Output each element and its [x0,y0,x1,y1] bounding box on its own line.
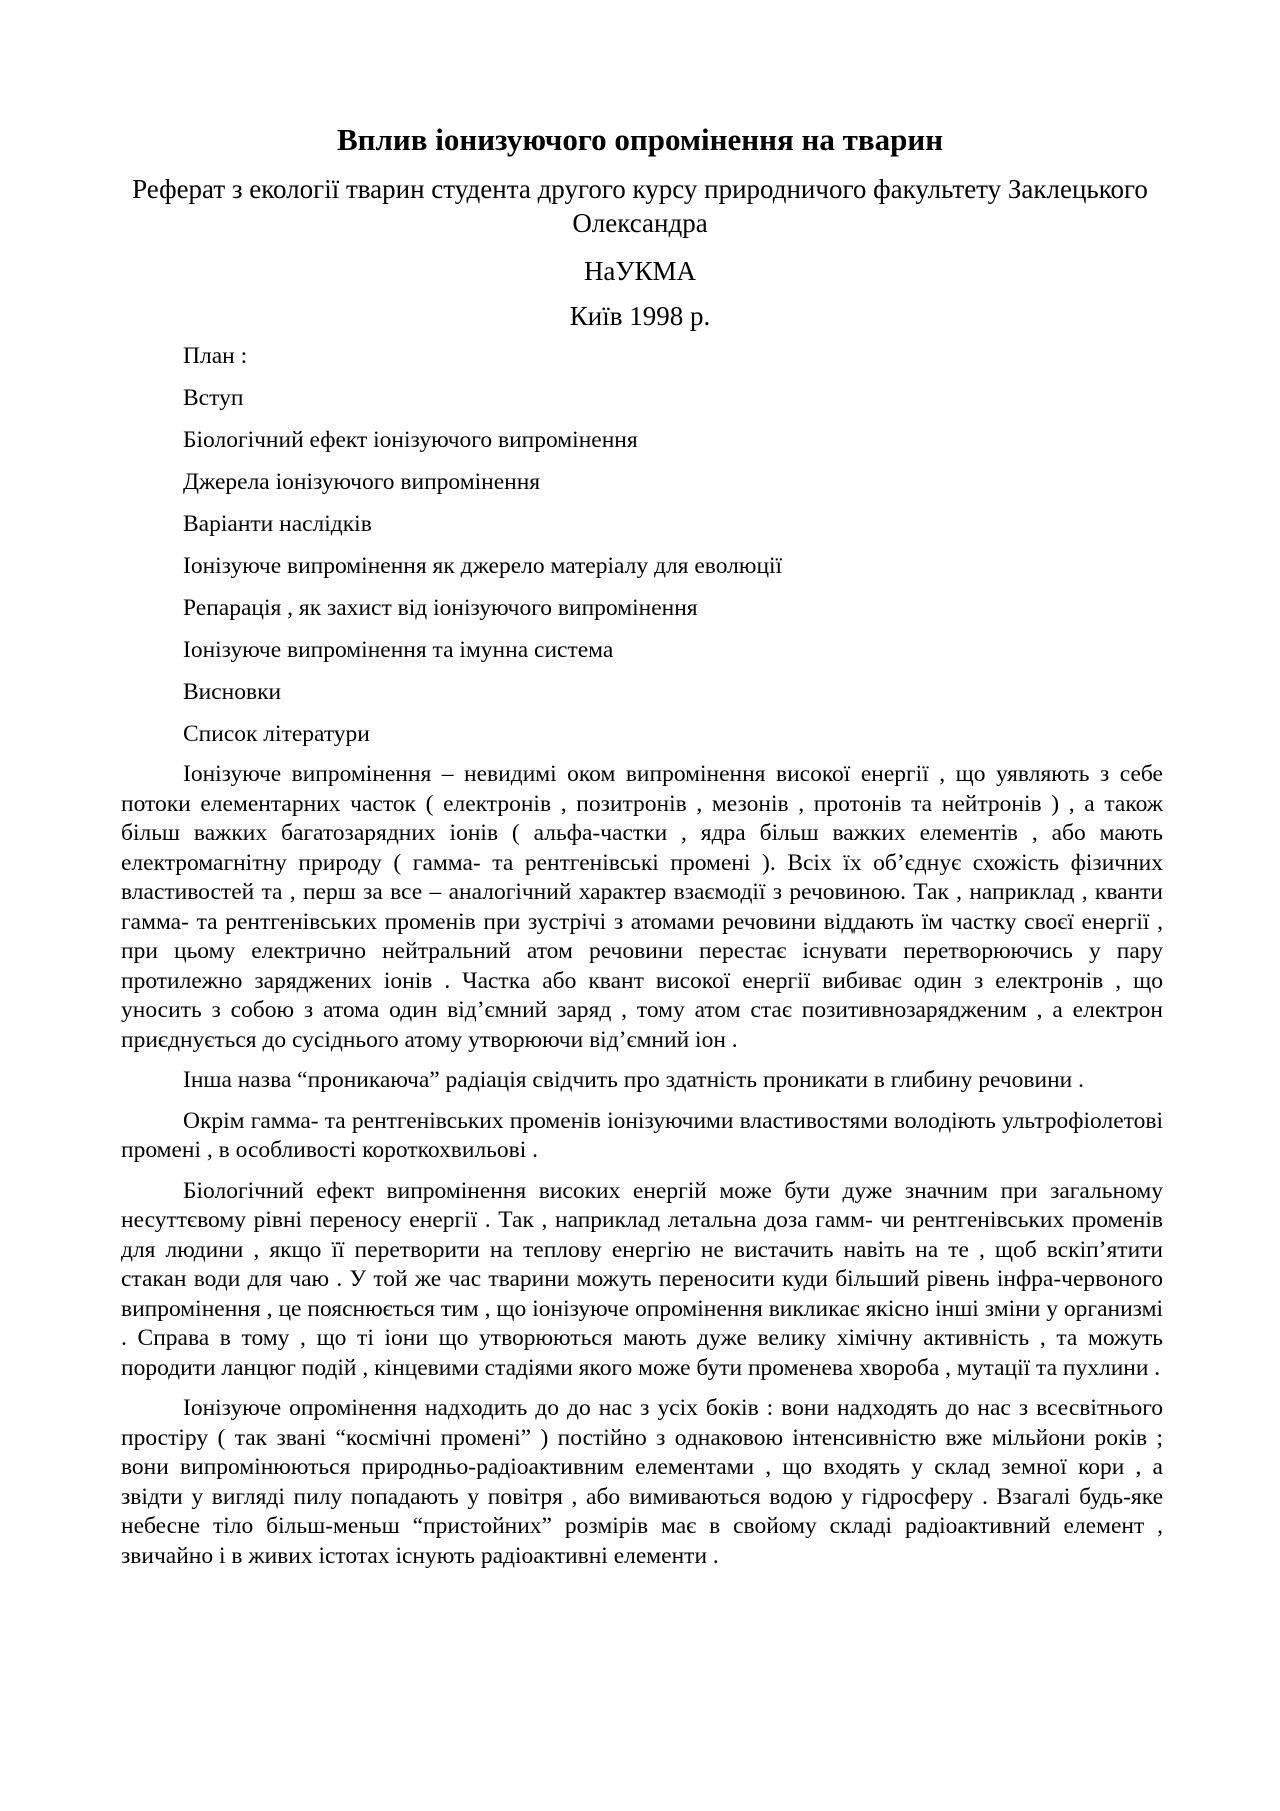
plan-item: Список літератури [183,721,370,747]
plan-item: Іонізуюче випромінення та імунна система [183,637,614,663]
body-text [121,760,1163,1582]
paragraph: Окрім гамма- та рентгенівських променів іонізуючими властивостями володіють ультрофіолетові промені , в особливості короткохвильові . [121,1107,1163,1163]
place-year: Київ 1998 р. [569,301,711,331]
paragraph: Інша назва “проникаюча” радіація свідчить про здатність проникати в глибину речовини . [183,1067,1084,1093]
document-title: Вплив іонизуючого опромінення на тварин [336,122,944,157]
plan-item: Біологічний ефект іонізуючого випромінення [183,427,638,453]
paragraph: Іонізуюче випромінення – невидимі оком випромінення високої енергії , що уявляють з себе потоки елементарних часток ( електронів , позитронів , мезонів , протонів та нейтронів ) , а також більш важких багатозарядних іонів ( альфа-частки , ядра більш важких елементів , або мають електромагнітну природу ( гамма- та рентгенівські промені ). Всіх їх об’єднує схожість фізичних властивостей та , перш за все – аналогічний характер взаємодії з речовиною. Так , наприклад , кванти гамма- та рентгенівських променів при зустрічі з атомами речовини віддають їм частку своєї енергії , при цьому електрично нейтральний атом речовини перестає існувати перетворюючись у пару протилежно заряджених іонів . Частка або квант високої енергії вибиває один з електронів , що уносить з собою з атома один від’ємний заряд , тому атом стає позитивнозарядженим , а електрон приєднується до сусіднього атому утворюючи від’ємний іон . [121,761,1163,1053]
paragraph: Іонізуюче опромінення надходить до до нас з усіх боків : вони надходять до нас з всесвітнього простіру ( так звані “космічні промені” ) постійно з однаковою інтенсивністю вже мільйони років ; вони випромінюються природньо-радіоактивним елементами , що входять у склад земної кори , а звідти у вигляді пилу попадають у повітря , або вимиваються водою у гідросферу . Взагалі будь-яке небесне тіло більш-меньш “пристойних” розмірів має в свойому складі радіоактивний елемент , звичайно і в живих істотах існують радіоактивні елементи . [121,1395,1163,1569]
plan-item: Репарація , як захист від іонізуючого випромінення [183,595,698,621]
plan-item: Варіанти наслідків [183,511,372,537]
plan-item: Висновки [183,679,282,705]
plan-item: Джерела іонізуючого випромінення [183,469,541,495]
document-subtitle: Реферат з екології тварин студента другого курсу природничого факультету Заклецького Олександра [132,174,1148,238]
institution: НаУКМА [583,256,697,286]
plan-item: Вступ [183,385,244,411]
plan-item: Іонізуюче випромінення як джерело матеріалу для еволюції [183,553,783,579]
paragraph: Біологічний ефект випромінення високих енергій може бути дуже значним при загальному несуттєвому рівні переносу енергії . Так , наприклад летальна доза гамм- чи рентгенівських променів для людини , якщо її перетворити на теплову енергію не вистачить навіть на те , щоб вскіп’ятити стакан води для чаю . У той же час тварини можуть переносити куди більший рівень інфра-червоного випромінення , це пояснюється тим , що іонізуюче опромінення викликає якісно інші зміни у организмі . Справа в тому , що ті іони що утворюються мають дуже велику хімічну активність , та можуть породити ланцюг подій , кінцевими стадіями якого може бути променева хвороба , мутації та пухлини . [121,1177,1163,1381]
plan-list [183,342,1163,762]
plan-heading: План : [183,343,248,369]
